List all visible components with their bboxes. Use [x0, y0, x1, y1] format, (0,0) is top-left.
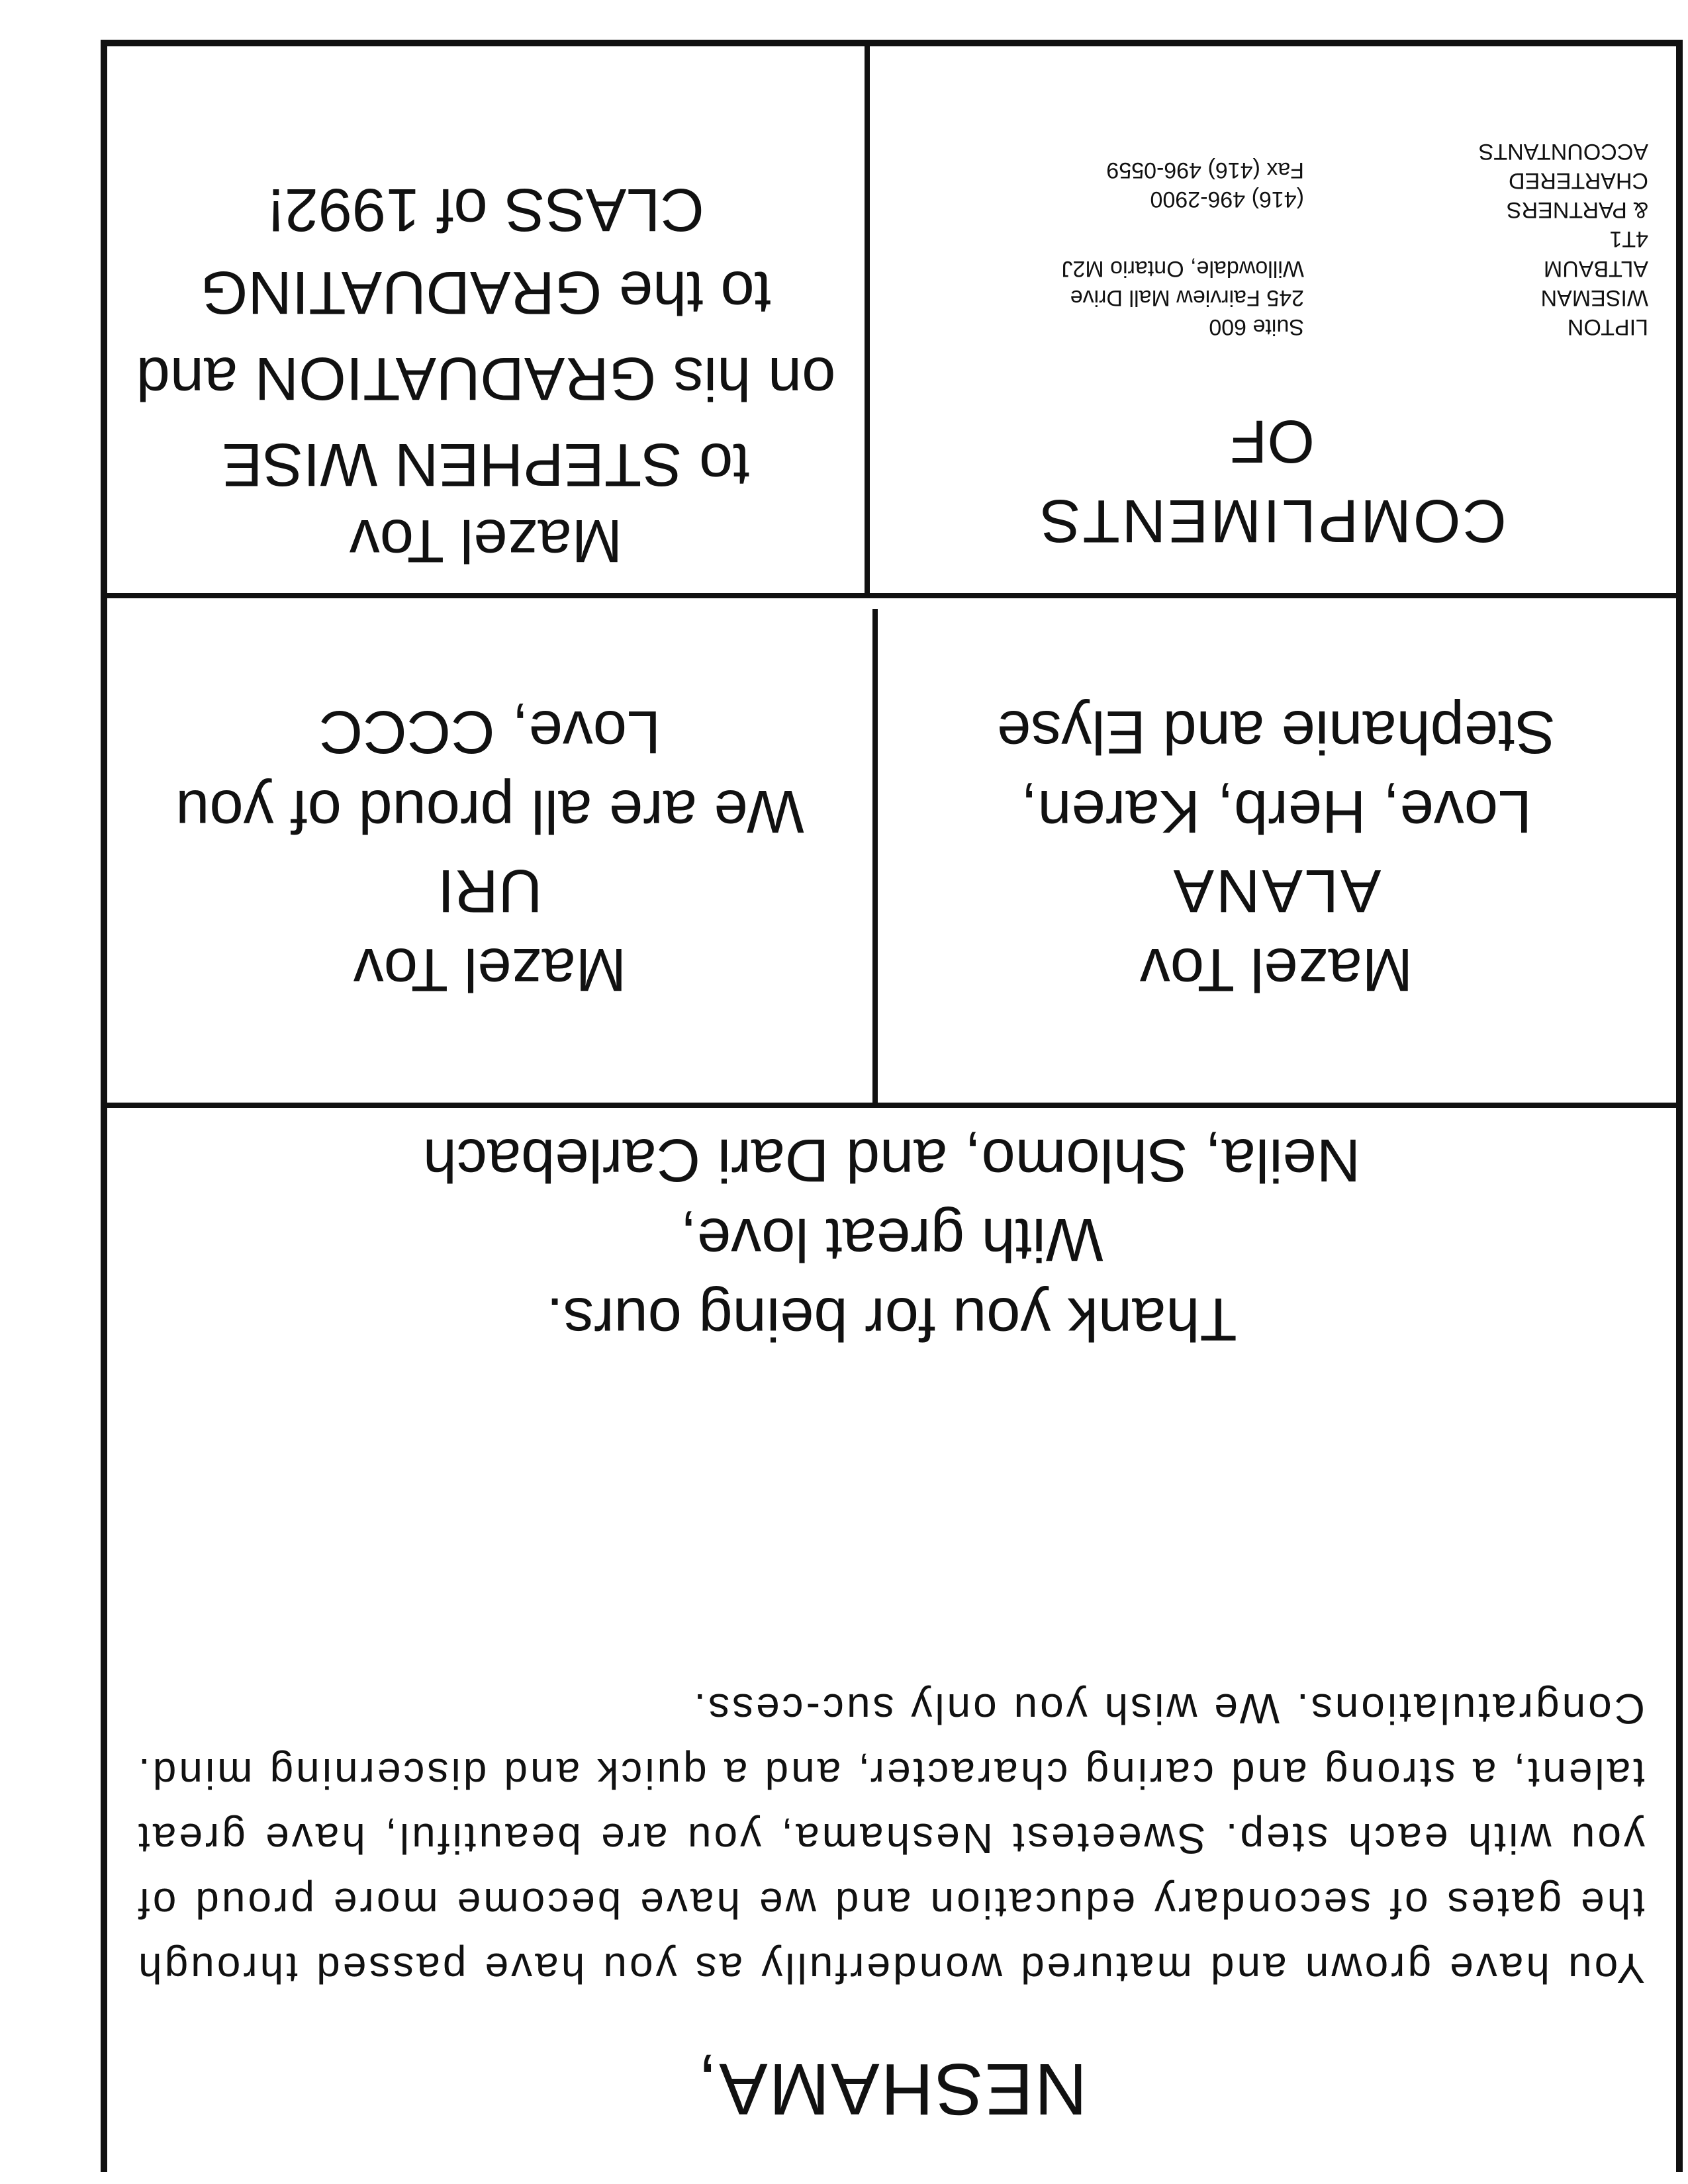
address-line: Fax (416) 496-0559	[1106, 158, 1304, 183]
alana-love-line: Love, Herb, Karen,	[1020, 778, 1532, 845]
firm-name-line: CHARTERED	[1509, 168, 1648, 194]
letter-signature: Neila, Shlomo, and Dari Carlebach	[422, 1126, 1361, 1194]
uri-love-line: Love, CCCC	[318, 698, 661, 766]
compliments-of: OF	[1230, 408, 1315, 475]
firm-address-block	[933, 156, 1304, 341]
compliments-heading: COMPLIMENTS	[1038, 487, 1507, 555]
address-line: 245 Fairview Mall Drive	[1070, 285, 1304, 310]
alana-name: ALANA	[1171, 856, 1382, 925]
address-line: (416) 496-2900	[1150, 187, 1304, 212]
firm-name-line: WISEMAN	[1540, 285, 1648, 310]
stephen-graduation-line: on his GRADUATION and	[136, 345, 836, 412]
ad-stephen-wise	[107, 46, 865, 593]
stephen-mazel-tov: Mazel Tov	[349, 507, 623, 574]
firm-name-line: & PARTNERS	[1506, 197, 1648, 223]
divider-letter	[101, 1103, 1683, 1108]
letter-thanks: Thank you for being ours.	[546, 1285, 1237, 1353]
ad-alana	[878, 598, 1675, 1103]
letter-body	[136, 1676, 1645, 2000]
divider-middle	[101, 593, 1683, 598]
frame-bottom-rule	[101, 40, 1683, 46]
stephen-graduating-line: to the GRADUATING	[200, 259, 772, 326]
uri-name: URI	[437, 856, 543, 925]
ad-compliments	[870, 46, 1675, 593]
alana-mazel-tov: Mazel Tov	[1139, 936, 1413, 1004]
uri-proud-line: We are all proud of you	[175, 778, 804, 845]
letter-closing: With great love,	[680, 1206, 1103, 1273]
firm-name-line: 4T1	[1609, 226, 1648, 252]
letter-body-text: You have grown and matured wonderfully as you have passed through the gates of secondary education and we have become more proud of you with each step. Sweetest Neshama, you are beautiful, have great talent, a strong and caring character, and a quick and discerning mind. Congratulations. We wish you only suc-cess.	[136, 1685, 1645, 1992]
stephen-class-line: CLASS of 1992!	[267, 176, 704, 244]
stephen-name-line: to STEPHEN WISE	[222, 431, 750, 498]
letter-salutation: NESHAMA,	[696, 2048, 1088, 2130]
firm-name-line: LIPTON	[1567, 314, 1648, 340]
neshama-letter	[109, 1109, 1675, 2172]
divider-vertical-middle	[872, 609, 878, 1105]
firm-name-line: ACCOUNTANTS	[1478, 138, 1648, 164]
firm-name-line: ALTBAUM	[1543, 255, 1648, 281]
alana-signers: Stephanie and Elyse	[997, 698, 1556, 766]
ad-uri	[107, 598, 872, 1103]
address-line: Willowdale, Ontario M2J	[1061, 255, 1304, 281]
firm-name-block	[1410, 137, 1648, 341]
address-line: Suite 600	[1209, 314, 1304, 340]
divider-vertical-bottom	[865, 43, 870, 596]
uri-mazel-tov: Mazel Tov	[353, 936, 627, 1004]
